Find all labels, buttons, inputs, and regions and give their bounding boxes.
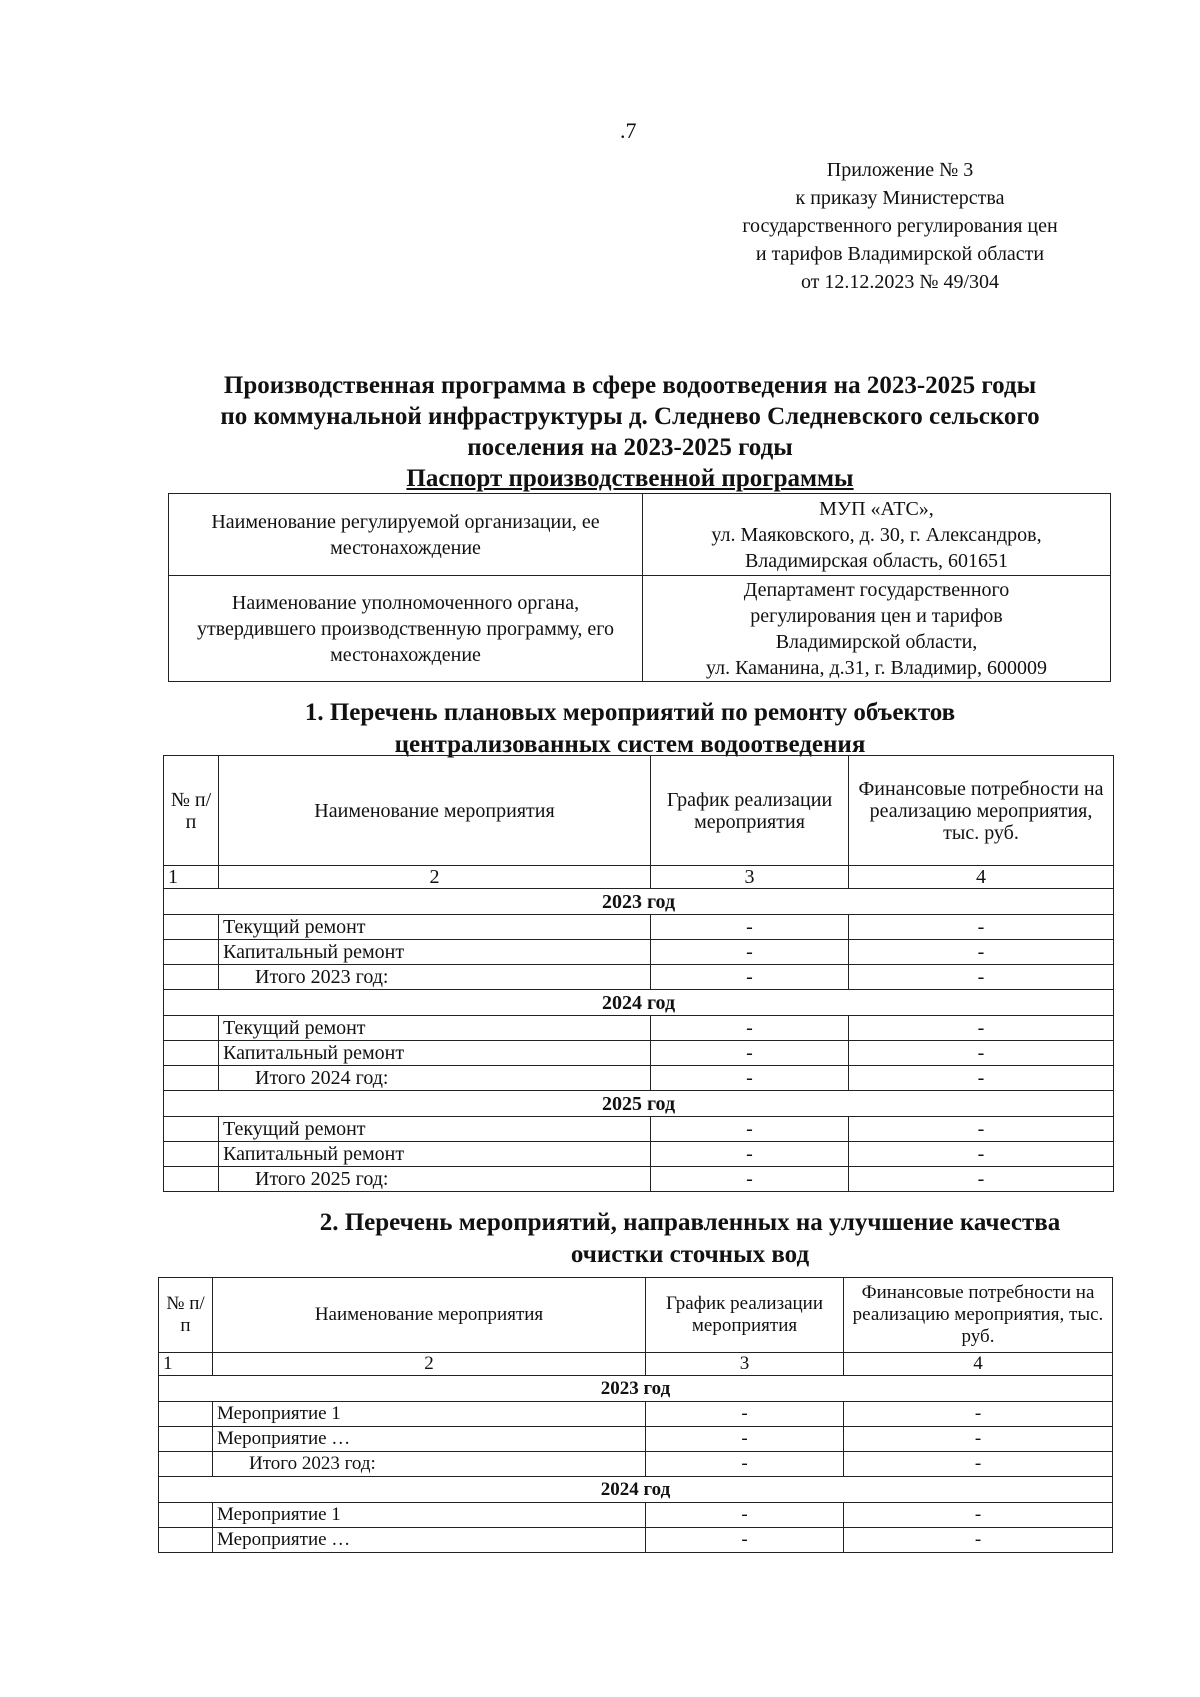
title-line: по коммунальной инфраструктуры д. Следнево Следневского сельского xyxy=(220,403,1040,430)
year-label: 2023 год xyxy=(159,1376,1113,1402)
value-line: ул. Каманина, д.31, г. Владимир, 600009 xyxy=(706,656,1047,679)
passport-table xyxy=(168,493,1111,682)
value-line: Департамент государственного xyxy=(743,578,1010,601)
section-title-line: централизованных систем водоотведения xyxy=(394,731,866,758)
row-cost: - xyxy=(849,915,1114,940)
row-num xyxy=(164,1016,219,1041)
header-name: Наименование мероприятия xyxy=(213,1278,646,1353)
value-line: Владимирская область, 601651 xyxy=(744,549,1009,572)
header-num: № п/п xyxy=(164,756,219,866)
row-cost: - xyxy=(849,1167,1114,1192)
year-row xyxy=(159,1477,1113,1503)
row-num xyxy=(159,1452,213,1477)
row-cost: - xyxy=(849,1142,1114,1167)
table-row xyxy=(164,1016,1114,1041)
year-label: 2024 год xyxy=(159,1477,1113,1503)
row-num xyxy=(164,940,219,965)
row-name: Капитальный ремонт xyxy=(219,1041,651,1066)
row-name: Капитальный ремонт xyxy=(219,940,651,965)
row-num xyxy=(164,1041,219,1066)
table-row xyxy=(159,1402,1113,1427)
value-line: регулирования цен и тарифов xyxy=(750,604,1003,627)
row-cost: - xyxy=(844,1452,1113,1477)
passport-value xyxy=(643,494,1111,576)
col-number: 2 xyxy=(219,866,651,889)
value-line: Владимирской области, xyxy=(775,630,978,653)
row-num xyxy=(159,1528,213,1553)
header-schedule: График реализации мероприятия xyxy=(651,756,849,866)
section-2-title xyxy=(280,1207,1100,1271)
row-total: Итого 2023 год: xyxy=(213,1452,646,1477)
quality-measures-table xyxy=(158,1277,1113,1553)
header-cost: Финансовые потребности на реализацию мероприятия, тыс. руб. xyxy=(849,756,1114,866)
row-name: Мероприятие 1 xyxy=(213,1503,646,1528)
row-name: Мероприятие … xyxy=(213,1427,646,1452)
row-schedule: - xyxy=(646,1528,844,1553)
row-schedule: - xyxy=(651,915,849,940)
appendix-line: и тарифов Владимирской области xyxy=(755,243,1045,265)
section-title-line: очистки сточных вод xyxy=(570,1241,810,1268)
col-number: 3 xyxy=(651,866,849,889)
row-cost: - xyxy=(844,1427,1113,1452)
row-schedule: - xyxy=(651,1066,849,1091)
year-row xyxy=(164,1091,1114,1117)
row-name: Капитальный ремонт xyxy=(219,1142,651,1167)
table-row xyxy=(169,494,1111,576)
passport-subtitle: Паспорт производственной программы xyxy=(406,465,854,492)
row-schedule: - xyxy=(651,940,849,965)
table-row xyxy=(164,915,1114,940)
passport-value xyxy=(643,576,1111,682)
row-cost: - xyxy=(844,1503,1113,1528)
row-schedule: - xyxy=(651,1142,849,1167)
appendix-block xyxy=(700,156,1100,296)
table-row xyxy=(159,1528,1113,1553)
appendix-line: от 12.12.2023 № 49/304 xyxy=(800,271,1000,293)
table-row xyxy=(164,940,1114,965)
row-total: Итого 2024 год: xyxy=(219,1066,651,1091)
page-number: .7 xyxy=(620,118,637,143)
header-row xyxy=(164,756,1114,866)
table-row xyxy=(164,1066,1114,1091)
row-num xyxy=(159,1503,213,1528)
col-number: 4 xyxy=(849,866,1114,889)
appendix-line: Приложение № 3 xyxy=(826,159,974,181)
row-num xyxy=(164,1117,219,1142)
row-cost: - xyxy=(849,1041,1114,1066)
appendix-line: государственного регулирования цен xyxy=(742,215,1058,237)
passport-label: Наименование регулируемой организации, ее местонахождение xyxy=(169,494,643,576)
row-name: Текущий ремонт xyxy=(219,915,651,940)
row-num xyxy=(164,965,219,990)
table-row xyxy=(164,1041,1114,1066)
row-cost: - xyxy=(844,1528,1113,1553)
col-number: 1 xyxy=(164,866,219,889)
section-title-line: 1. Перечень плановых мероприятий по ремонту объектов xyxy=(304,699,956,726)
row-name: Текущий ремонт xyxy=(219,1016,651,1041)
row-cost: - xyxy=(844,1402,1113,1427)
col-number: 2 xyxy=(213,1353,646,1376)
passport-label: Наименование уполномоченного органа, утвердившего производственную программу, его местонахождение xyxy=(169,576,643,682)
row-cost: - xyxy=(849,940,1114,965)
row-schedule: - xyxy=(651,965,849,990)
row-name: Мероприятие 1 xyxy=(213,1402,646,1427)
row-schedule: - xyxy=(651,1167,849,1192)
title-line: Производственная программа в сфере водоотведения на 2023-2025 годы xyxy=(223,372,1037,399)
row-schedule: - xyxy=(651,1016,849,1041)
table-row xyxy=(164,1117,1114,1142)
row-schedule: - xyxy=(646,1503,844,1528)
header-name: Наименование мероприятия xyxy=(219,756,651,866)
year-row xyxy=(164,889,1114,915)
col-number: 4 xyxy=(844,1353,1113,1376)
year-row xyxy=(159,1376,1113,1402)
col-number: 1 xyxy=(159,1353,213,1376)
table-row xyxy=(169,576,1111,682)
row-num xyxy=(164,915,219,940)
row-num xyxy=(159,1402,213,1427)
table-row xyxy=(159,1503,1113,1528)
row-num xyxy=(164,1066,219,1091)
title-line: поселения на 2023-2025 годы xyxy=(467,434,793,461)
year-row xyxy=(164,990,1114,1016)
table-row xyxy=(164,1142,1114,1167)
row-schedule: - xyxy=(646,1402,844,1427)
column-number-row xyxy=(164,866,1114,889)
repair-measures-table xyxy=(163,755,1114,1192)
row-num xyxy=(164,1142,219,1167)
row-total: Итого 2023 год: xyxy=(219,965,651,990)
table-row xyxy=(164,1167,1114,1192)
row-cost: - xyxy=(849,1016,1114,1041)
section-1-title xyxy=(160,697,1100,761)
row-total: Итого 2025 год: xyxy=(219,1167,651,1192)
header-schedule: График реализации мероприятия xyxy=(646,1278,844,1353)
section-title-line: 2. Перечень мероприятий, направленных на улучшение качества xyxy=(319,1209,1061,1236)
row-schedule: - xyxy=(651,1117,849,1142)
value-line: МУП «АТС», xyxy=(819,497,934,520)
row-num xyxy=(159,1427,213,1452)
year-label: 2023 год xyxy=(164,889,1114,915)
column-number-row xyxy=(159,1353,1113,1376)
col-number: 3 xyxy=(646,1353,844,1376)
row-name: Текущий ремонт xyxy=(219,1117,651,1142)
row-schedule: - xyxy=(646,1452,844,1477)
row-cost: - xyxy=(849,1117,1114,1142)
value-line: ул. Маяковского, д. 30, г. Александров, xyxy=(711,523,1042,546)
table-row xyxy=(159,1427,1113,1452)
year-label: 2025 год xyxy=(164,1091,1114,1117)
row-cost: - xyxy=(849,965,1114,990)
row-cost: - xyxy=(849,1066,1114,1091)
row-schedule: - xyxy=(651,1041,849,1066)
appendix-line: к приказу Министерства xyxy=(795,187,1005,209)
document-title xyxy=(160,370,1100,494)
row-num xyxy=(164,1167,219,1192)
header-num: № п/п xyxy=(159,1278,213,1353)
row-name: Мероприятие … xyxy=(213,1528,646,1553)
table-row xyxy=(159,1452,1113,1477)
year-label: 2024 год xyxy=(164,990,1114,1016)
header-cost: Финансовые потребности на реализацию мероприятия, тыс. руб. xyxy=(844,1278,1113,1353)
header-row xyxy=(159,1278,1113,1353)
row-schedule: - xyxy=(646,1427,844,1452)
table-row xyxy=(164,965,1114,990)
